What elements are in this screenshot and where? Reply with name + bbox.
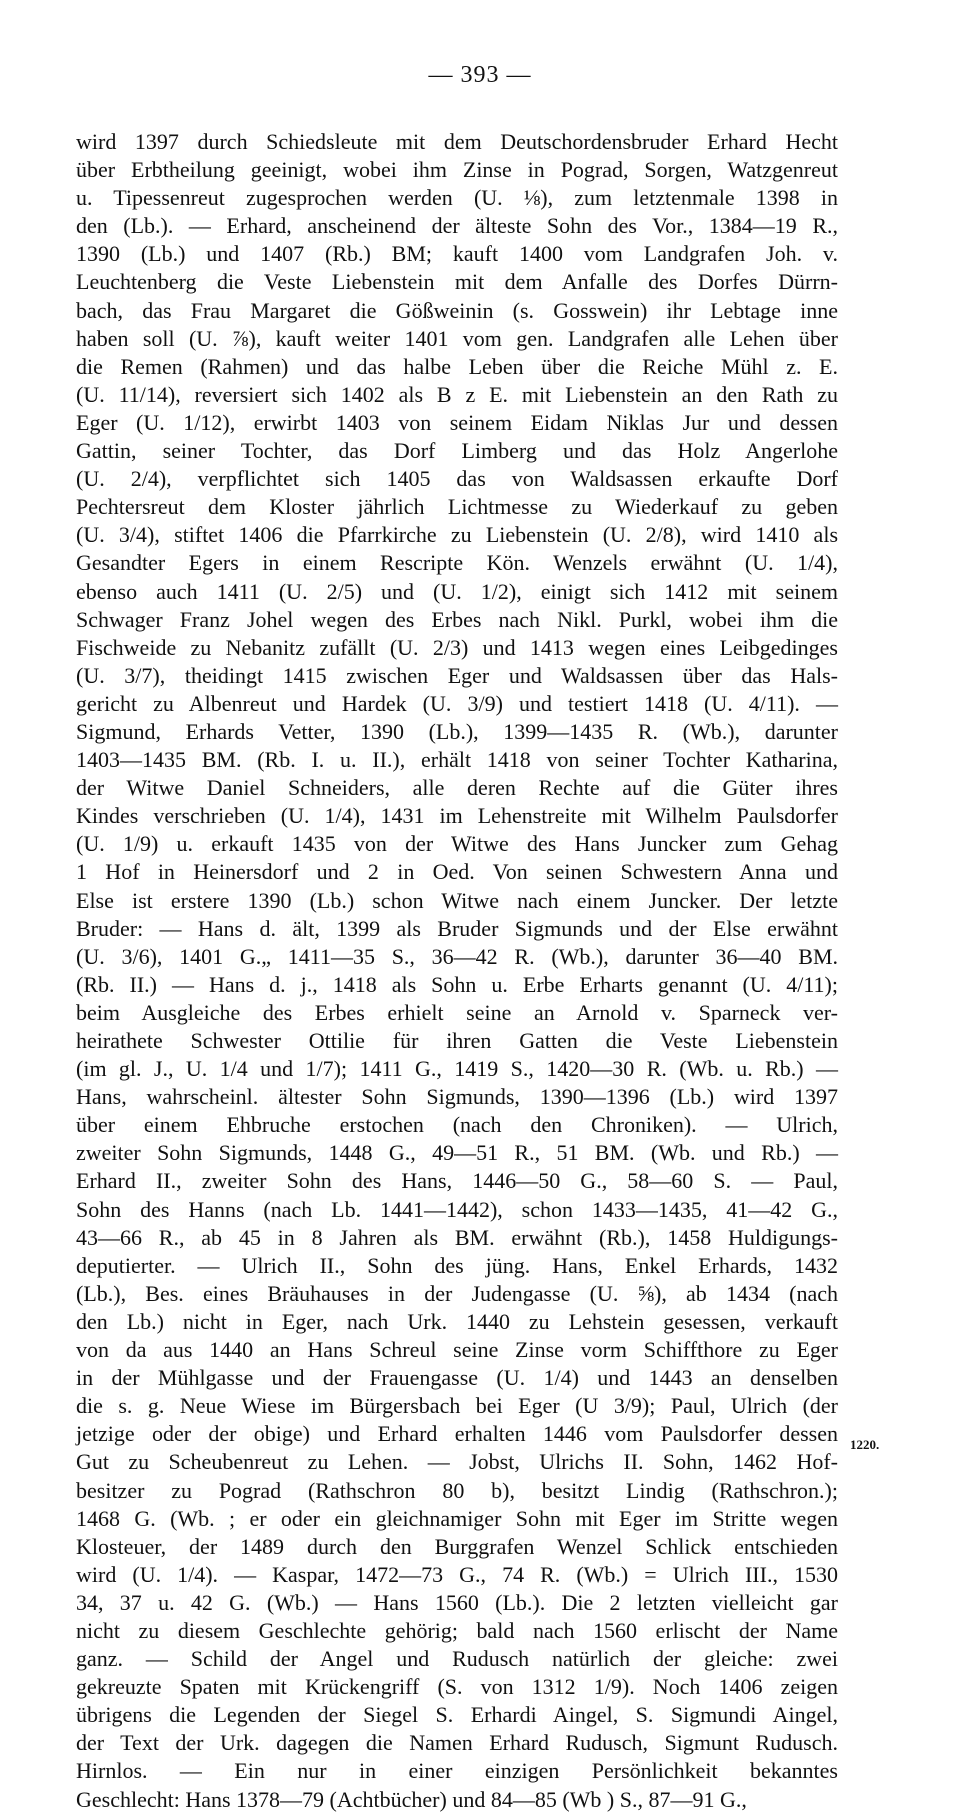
text-line: 34, 37 u. 42 G. (Wb.) — Hans 1560 (Lb.). Die 2 letzten vielleicht gar [76,1589,838,1615]
text-line: Hans, wahrscheinl. ältester Sohn Sigmunds, 1390—1396 (Lb.) wird 1397 [76,1084,838,1110]
text-line: ebenso auch 1411 (U. 2/5) und (U. 1/2), einigt sich 1412 mit seinem [76,578,838,604]
text-line: über Erbtheilung geeinigt, wobei ihm Zinse in Pograd, Sorgen, Watzgenreut [76,157,838,183]
text-line: (U. 3/7), theidingt 1415 zwischen Eger und Waldsassen über das Hals- [76,662,838,688]
text-line: der Text der Urk. dagegen die Namen Erhard Rudusch, Sigmunt Rudusch. [76,1730,838,1756]
text-line: von da aus 1440 an Hans Schreul seine Zinse vorm Schiffthore zu Eger [76,1337,838,1363]
text-line: der Witwe Daniel Schneiders, alle deren Rechte auf die Güter ihres [76,775,838,801]
text-line: beim Ausgleiche des Erbes erhielt seine an Arnold v. Sparneck ver- [76,999,838,1025]
text-line: Eger (U. 1/12), erwirbt 1403 von seinem Eidam Niklas Jur und dessen [76,409,838,435]
text-line: Geschlecht: Hans 1378—79 (Achtbücher) und 84—85 (Wb ) S., 87—91 G., [76,1786,747,1812]
text-line: (U. 11/14), reversiert sich 1402 als B z E. mit Liebenstein an den Rath zu [76,381,838,407]
text-line: gericht zu Albenreut und Hardek (U. 3/9) und testiert 1418 (U. 4/11). — [76,690,838,716]
text-line: Pechtersreut dem Kloster jährlich Lichtmesse zu Wiederkauf zu geben [76,494,838,520]
text-line: zweiter Sohn Sigmunds, 1448 G., 49—51 R., 51 BM. (Wb. und Rb.) — [76,1140,838,1166]
text-line: Sohn des Hanns (nach Lb. 1441—1442), schon 1433—1435, 41—42 G., [76,1196,838,1222]
text-line: Erhard II., zweiter Sohn des Hans, 1446—50 G., 58—60 S. — Paul, [76,1168,838,1194]
text-line: Sigmund, Erhards Vetter, 1390 (Lb.), 1399—1435 R. (Wb.), darunter [76,718,838,744]
text-line: die s. g. Neue Wiese im Bürgersbach bei Eger (U 3/9); Paul, Ulrich (der [76,1393,838,1419]
text-line: den (Lb.). — Erhard, anscheinend der älteste Sohn des Vor., 1384—19 R., [76,213,838,239]
text-line: Else ist erstere 1390 (Lb.) schon Witwe nach einem Juncker. Der letzte [76,887,838,913]
text-line: wird (U. 1/4). — Kaspar, 1472—73 G., 74 R. (Wb.) = Ulrich III., 1530 [76,1561,838,1587]
text-line: besitzer zu Pograd (Rathschron 80 b), besitzt Lindig (Rathschron.); [76,1477,838,1503]
text-line: über einem Ehbruche erstochen (nach den Chroniken). — Ulrich, [76,1112,838,1138]
text-line: Leuchtenberg die Veste Liebenstein mit dem Anfalle des Dorfes Dürrn- [76,269,838,295]
text-line: in der Mühlgasse und der Frauengasse (U. 1/4) und 1443 an denselben [76,1365,838,1391]
text-line: (U. 3/6), 1401 G.„ 1411—35 S., 36—42 R. (Wb.), darunter 36—40 BM. [76,943,838,969]
text-line: Gut zu Scheubenreut zu Lehen. — Jobst, Ulrichs II. Sohn, 1462 Hof- [76,1449,838,1475]
text-line: Gattin, seiner Tochter, das Dorf Limberg und das Holz Angerlohe [76,438,838,464]
text-line: Bruder: — Hans d. ält, 1399 als Bruder Sigmunds und der Else erwähnt [76,915,838,941]
text-line: (U. 3/4), stiftet 1406 die Pfarrkirche zu Liebenstein (U. 2/8), wird 1410 als [76,522,838,548]
text-line: deputierter. — Ulrich II., Sohn des jüng. Hans, Enkel Erhards, 1432 [76,1252,838,1278]
text-line: (U. 1/9) u. erkauft 1435 von der Witwe des Hans Juncker zum Gehag [76,831,838,857]
text-line: (Rb. II.) — Hans d. j., 1418 als Sohn u. Erbe Erharts genannt (U. 4/11); [76,971,838,997]
text-line: ganz. — Schild der Angel und Rudusch natürlich der gleiche: zwei [76,1646,838,1672]
text-line: die Remen (Rahmen) und das halbe Leben über die Reiche Mühl z. E. [76,353,838,379]
text-line: wird 1397 durch Schiedsleute mit dem Deutschordensbruder Erhard Hecht [76,129,838,154]
text-line: Gesandter Egers in einem Rescripte Kön. Wenzels erwähnt (U. 1/4), [76,550,838,576]
text-line: Fischweide zu Nebanitz zufällt (U. 2/3) und 1413 wegen eines Leibgedinges [76,634,838,660]
text-line: u. Tipessenreut zugesprochen werden (U. ⅛), zum letztenmale 1398 in [76,185,838,211]
text-line: nicht zu diesem Geschlechte gehörig; bald nach 1560 erlischt der Name [76,1617,838,1643]
text-line: den Lb.) nicht in Eger, nach Urk. 1440 zu Lehstein gesessen, verkauft [76,1308,838,1334]
text-line: 1403—1435 BM. (Rb. I. u. II.), erhält 1418 von seiner Tochter Katharina, [76,747,838,773]
text-line: Schwager Franz Johel wegen des Erbes nach Nikl. Purkl, wobei ihm die [76,606,838,632]
text-line: gekreuzte Spaten mit Krückengriff (S. von 1312 1/9). Noch 1406 zeigen [76,1674,838,1700]
text-line: (Lb.), Bes. eines Bräuhauses in der Judengasse (U. ⅝), ab 1434 (nach [76,1280,838,1306]
text-line: 1 Hof in Heinersdorf und 2 in Oed. Von seinen Schwestern Anna und [76,859,838,885]
text-line: haben soll (U. ⅞), kauft weiter 1401 vom gen. Landgrafen alle Lehen über [76,325,838,351]
text-line: (im gl. J., U. 1/4 und 1/7); 1411 G., 1419 S., 1420—30 R. (Wb. u. Rb.) — [76,1056,838,1082]
text-line: (U. 2/4), verpflichtet sich 1405 das von Waldsassen erkaufte Dorf [76,466,838,492]
text-line: Kindes verschrieben (U. 1/4), 1431 im Lehenstreite mit Wilhelm Paulsdorfer [76,803,838,829]
text-line: übrigens die Legenden der Siegel S. Erhardi Aingel, S. Sigmundi Aingel, [76,1702,838,1728]
text-line: 1390 (Lb.) und 1407 (Rb.) BM; kauft 1400 vom Landgrafen Joh. v. [76,241,838,267]
text-line: heirathete Schwester Ottilie für ihren Gatten die Veste Liebenstein [76,1028,838,1053]
text-line: 1468 G. (Wb. ; er oder ein gleichnamiger Sohn mit Eger im Stritte wegen [76,1505,838,1531]
text-line: Klosteuer, der 1489 durch den Burggrafen Wenzel Schlick entschieden [76,1533,838,1559]
body-text [76,128,838,1814]
text-line: jetzige oder der obige) und Erhard erhalten 1446 vom Paulsdorfer dessen [76,1421,838,1447]
page-number: — 393 — [428,62,532,88]
text-line: Hirnlos. — Ein nur in einer einzigen Persönlichkeit bekanntes [76,1758,838,1784]
text-line: 43—66 R., ab 45 in 8 Jahren als BM. erwähnt (Rb.), 1458 Huldigungs- [76,1224,838,1250]
margin-note: 1220. [850,1437,880,1452]
text-line: bach, das Frau Margaret die Gößweinin (s. Gosswein) ihr Lebtage inne [76,297,838,323]
